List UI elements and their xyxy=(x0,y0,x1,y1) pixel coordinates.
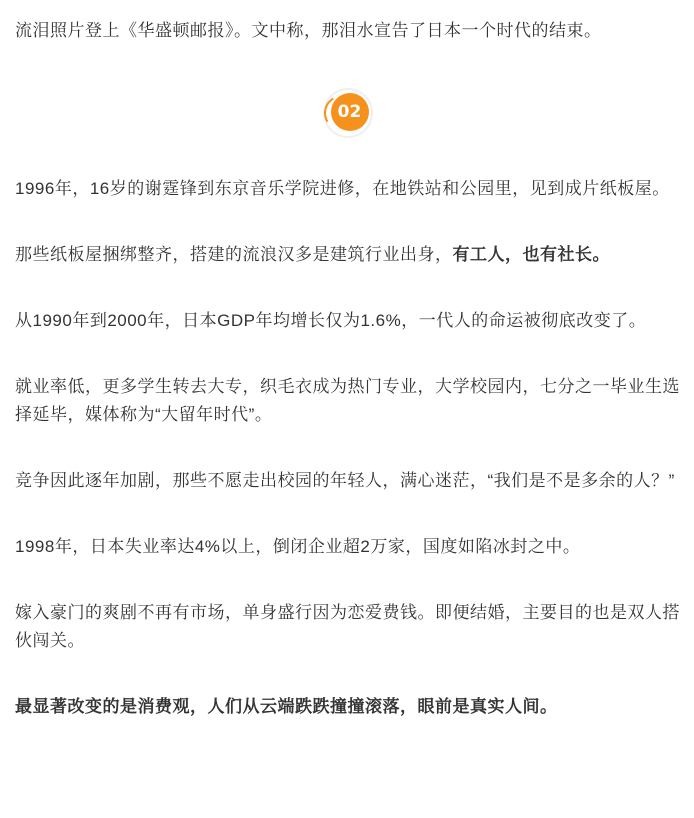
body-text: 竞争因此逐年加剧，那些不愿走出校园的年轻人，满心迷茫，“我们是不是多余的人？” xyxy=(15,471,675,490)
body-text: 那些纸板屋捆绑整齐，搭建的流浪汉多是建筑行业出身， xyxy=(15,245,453,264)
article-paragraph xyxy=(15,533,680,561)
bold-text: 最显著改变的是消费观，人们从云端跌跌撞撞滚落，眼前是真实人间。 xyxy=(15,697,558,716)
body-text: 1996年，16岁的谢霆锋到东京音乐学院进修，在地铁站和公园里，见到成片纸板屋。 xyxy=(15,179,670,198)
article-paragraph xyxy=(15,373,680,429)
paragraph-list xyxy=(15,175,680,721)
article-paragraph xyxy=(15,693,680,721)
article-paragraph xyxy=(15,307,680,335)
body-text: 嫁入豪门的爽剧不再有市场，单身盛行因为恋爱费钱。即便结婚，主要目的也是双人搭伙闯关。 xyxy=(15,603,680,650)
body-text: 1998年，日本失业率达4%以上，倒闭企业超2万家，国度如陷冰封之中。 xyxy=(15,537,581,556)
body-text: 就业率低，更多学生转去大专，织毛衣成为热门专业，大学校园内，七分之一毕业生选择延毕，媒体称为“大留年时代”。 xyxy=(15,377,680,424)
article-paragraph xyxy=(15,175,680,203)
section-number: 02 xyxy=(331,93,369,131)
body-text: 从1990年到2000年，日本GDP年均增长仅为1.6%，一代人的命运被彻底改变了。 xyxy=(15,311,647,330)
section-badge-ring xyxy=(323,88,373,138)
intro-paragraph: 流泪照片登上《华盛顿邮报》。文中称，那泪水宣告了日本一个时代的结束。 xyxy=(15,21,602,40)
article-paragraph xyxy=(15,241,680,269)
bold-text: 有工人，也有社长。 xyxy=(452,245,610,264)
article-paragraph xyxy=(15,467,680,495)
article-paragraph xyxy=(15,599,680,655)
section-badge xyxy=(321,88,375,138)
